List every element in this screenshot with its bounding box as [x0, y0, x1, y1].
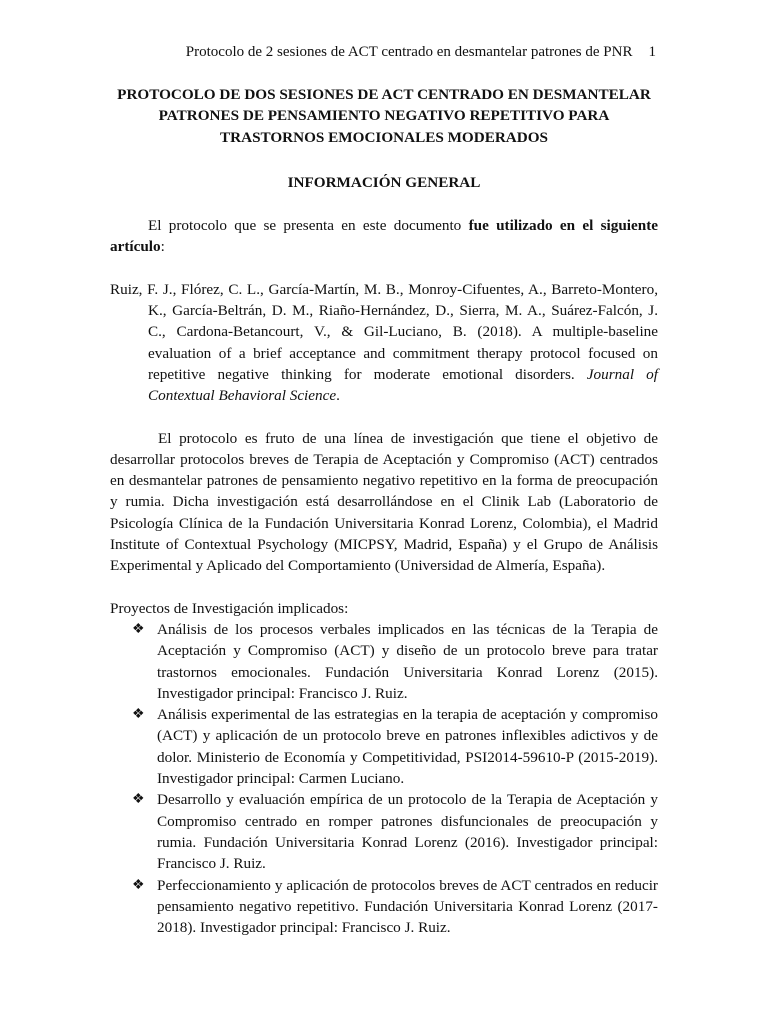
diamond-quad-icon: ❖	[132, 877, 145, 893]
project-text: Perfeccionamiento y aplicación de protocolos breves de ACT centrados en reducir pensamiento negativo repetitivo. Fundación Universitaria Konrad Lorenz (2017-2018). Investigador principal: Francisco J. Ruiz.	[157, 876, 658, 937]
running-title: Protocolo de 2 sesiones de ACT centrado en desmantelar patrones de PNR	[185, 44, 633, 60]
reference-tail: .	[336, 387, 340, 405]
running-header	[186, 42, 656, 63]
list-item	[110, 875, 658, 939]
intro-paragraph	[110, 215, 658, 258]
reference-text: Ruiz, F. J., Flórez, C. L., García-Martín, M. B., Monroy-Cifuentes, A., Barreto-Montero, K., García-Beltrán, D. M., Riaño-Hernández, D., Sierra, M. A., Suárez-Falcón, J. C., Cardona-Betancourt, V., & Gil-Luciano, B. (2018). A multiple-baseline evaluation of a brief acceptance and commitment therapy protocol focused on repetitive negative thinking for moderate emotional disorders.	[110, 280, 658, 383]
projects-list	[110, 619, 658, 938]
intro-bold: fue utilizado en el siguiente artículo	[110, 217, 658, 256]
project-text: Desarrollo y evaluación empírica de un protocolo de la Terapia de Aceptación y Compromiso centrado en romper patrones disfuncionales de preocupación y rumia. Fundación Universitaria Konrad Lorenz (2016). Investigador principal: Francisco J. Ruiz.	[157, 791, 658, 873]
project-text: Análisis experimental de las estrategias en la terapia de aceptación y compromiso (ACT) y aplicación de un protocolo breve en patrones inflexibles adictivos y de dolor. Ministerio de Economía y Competitividad, PSI2014-59610-P (2015-2019). Investigador principal: Carmen Luciano.	[157, 706, 658, 788]
page-number: 1	[648, 44, 656, 60]
diamond-quad-icon: ❖	[132, 707, 145, 723]
diamond-quad-icon: ❖	[132, 621, 145, 637]
reference-citation	[110, 279, 658, 407]
body-paragraph: El protocolo es fruto de una línea de investigación que tiene el objetivo de desarrollar protocolos breves de Terapia de Aceptación y Compromiso (ACT) centrados en desmantelar patrones de pensamiento negativo repetitivo en la forma de preocupación y rumia. Dicha investigación está desarrollándose en el Clinik Lab (Laboratorio de Psicología Clínica de la Fundación Universitaria Konrad Lorenz, Colombia), el Madrid Institute of Contextual Psychology (MICPSY, Madrid, España) y el Grupo de Análisis Experimental y Aplicado del Comportamiento (Universidad de Almería, España).	[110, 429, 658, 575]
project-text: Análisis de los procesos verbales implicados en las técnicas de la Terapia de Aceptación y Compromiso (ACT) y diseño de un protocolo breve para tratar trastornos emocionales. Fundación Universitaria Konrad Lorenz (2015). Investigador principal: Francisco J. Ruiz.	[157, 620, 658, 702]
projects-heading: Proyectos de Investigación implicados:	[110, 599, 349, 617]
document-body	[110, 84, 658, 938]
intro-lead: El protocolo que se presenta en este documento	[148, 217, 469, 235]
section-heading: INFORMACIÓN GENERAL	[287, 173, 481, 191]
intro-tail: :	[160, 238, 165, 256]
document-title: PROTOCOLO DE DOS SESIONES DE ACT CENTRADO EN DESMANTELAR PATRONES DE PENSAMIENTO NEGATIVO REPETITIVO PARA TRASTORNOS EMOCIONALES MODERADOS	[117, 86, 651, 146]
list-item	[110, 789, 658, 874]
diamond-quad-icon: ❖	[132, 792, 145, 808]
reference-journal: Journal of Contextual Behavioral Science	[148, 365, 658, 405]
list-item	[110, 704, 658, 789]
list-item	[110, 619, 658, 704]
